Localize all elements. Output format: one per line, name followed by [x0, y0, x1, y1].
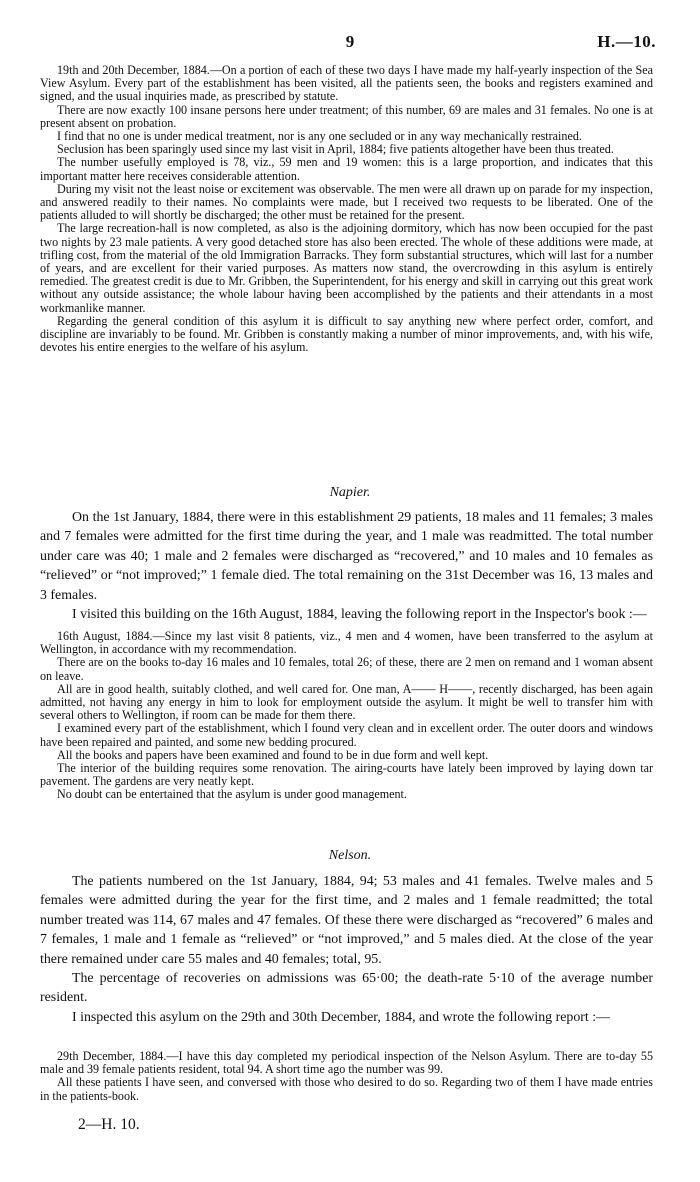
paragraph: On the 1st January, 1884, there were in this establishment 29 patients, 18 males and 11 females; 3 males and 7 females were admitted for the first time during the year, and 1 male was readmitted. The total number under care was 40; 1 male and 2 females were discharged as “recovered,” and 10 males and 10 females as “relieved” or “not improved;” 1 female died. The total remaining on the 31st December was 16, 13 males and 3 females. [40, 510, 653, 603]
napier-report [40, 630, 653, 802]
paragraph: No doubt can be entertained that the asylum is under good management. [57, 787, 407, 802]
document-reference: H.—10. [597, 32, 656, 51]
nelson-summary [40, 872, 653, 1027]
paragraph: 29th December, 1884.—I have this day completed my periodical inspection of the Nelson Asylum. There are to-day 55 male and 39 female patients resident, total 94. A short time ago the number was 99. [40, 1049, 653, 1077]
paragraph: There are on the books to-day 16 males and 10 females, total 26; of these, there are 2 men on remand and 1 woman absent on leave. [40, 655, 653, 683]
paragraph: I visited this building on the 16th August, 1884, leaving the following report in the Inspector's book :— [72, 607, 647, 623]
section-heading-nelson: Nelson. [328, 848, 372, 863]
paragraph: Regarding the general condition of this asylum it is difficult to say anything new where perfect order, comfort, and discipline are invariably to be found. Mr. Gribben is constantly making a number of minor improvements, and, with his wife, devotes his entire energies to the welfare of his asylum. [40, 313, 653, 355]
paragraph: I examined every part of the establishment, which I found very clean and in excellent order. The outer doors and windows have been repaired and painted, and some new bedding procured. [40, 721, 653, 749]
paragraph: The number usefully employed is 78, viz., 59 men and 19 women: this is a large proportion, and indicates that this important matter here receives considerable attention. [40, 155, 653, 183]
section-heading-napier: Napier. [329, 485, 371, 500]
nelson-report [40, 1050, 653, 1103]
paragraph: The interior of the building requires some renovation. The airing-courts have lately been improved by laying down tar pavement. The gardens are very neatly kept. [40, 761, 653, 789]
paragraph: All these patients I have seen, and conversed with those who desired to do so. Regarding two of them I have made entries in the patients-book. [40, 1075, 653, 1103]
paragraph: Seclusion has been sparingly used since my last visit in April, 1884; five patients altogether have been thus treated. [57, 142, 614, 157]
sea-view-report [40, 64, 653, 354]
paragraph: All the books and papers have been examined and found to be in due form and well kept. [57, 747, 489, 762]
page-number: 9 [345, 32, 355, 51]
paragraph: The patients numbered on the 1st January, 1884, 94; 53 males and 41 females. Twelve males and 5 females were admitted during the year for the first time, and 2 males and 1 female readmitted; the total number treated was 114, 67 males and 47 females. Of these there were discharged as “recovered” 6 males and 7 females, 1 male and 1 female as “relieved” or “not improved,” and 5 males died. At the close of the year there remained under care 55 males and 40 females; total, 95. [40, 874, 653, 967]
paragraph: The large recreation-hall is now completed, as also is the adjoining dormitory, which has now been occupied for the past two nights by 23 male patients. A very good detached store has also been erected. The whole of these additions were made, at trifling cost, from the material of the old Immigration Barracks. They form substantial structures, which will last for a number of years, and are excellent for their varied purposes. As matters now stand, the overcrowding in this asylum is entirely remedied. The greatest credit is due to Mr. Gribben, the Superintendent, for his energy and skill in carrying out this great work without any outside assistance; the whole labour having been accomplished by the patients and their attendants in a most workmanlike manner. [40, 221, 653, 315]
paragraph: The percentage of recoveries on admissions was 65·00; the death-rate 5·10 of the average number resident. [40, 971, 653, 1006]
paragraph: During my visit not the least noise or excitement was observable. The men were all drawn up on parade for my inspection, and answered readily to their names. No complaints were made, but I received two requests to be liberated. One of the patients alluded to will shortly be discharged; the other must be retained for the present. [40, 181, 653, 223]
paragraph: 16th August, 1884.—Since my last visit 8 patients, viz., 4 men and 4 women, have been transferred to the asylum at Wellington, in accordance with my recommendation. [40, 629, 653, 657]
napier-summary [40, 508, 653, 624]
paragraph: All are in good health, suitably clothed, and well cared for. One man, A—— H——, recently discharged, has been again admitted, not having any energy in him to look for employment outside the asylum. It might be well to transfer him with several others to Wellington, if room can be made for them there. [40, 681, 653, 723]
paragraph: There are now exactly 100 insane persons here under treatment; of this number, 69 are males and 31 females. No one is at present absent on probation. [40, 102, 653, 130]
paragraph: 19th and 20th December, 1884.—On a portion of each of these two days I have made my half-yearly inspection of the Sea View Asylum. Every part of the establishment has been visited, all the patients seen, the books and registers examined and signed, and the usual inquiries made, as prescribed by statute. [40, 63, 653, 104]
paragraph: I find that no one is under medical treatment, nor is any one secluded or in any way mechanically restrained. [57, 129, 582, 144]
paragraph: I inspected this asylum on the 29th and 30th December, 1884, and wrote the following report :— [72, 1009, 610, 1025]
signature-mark: 2—H. 10. [78, 1116, 140, 1133]
